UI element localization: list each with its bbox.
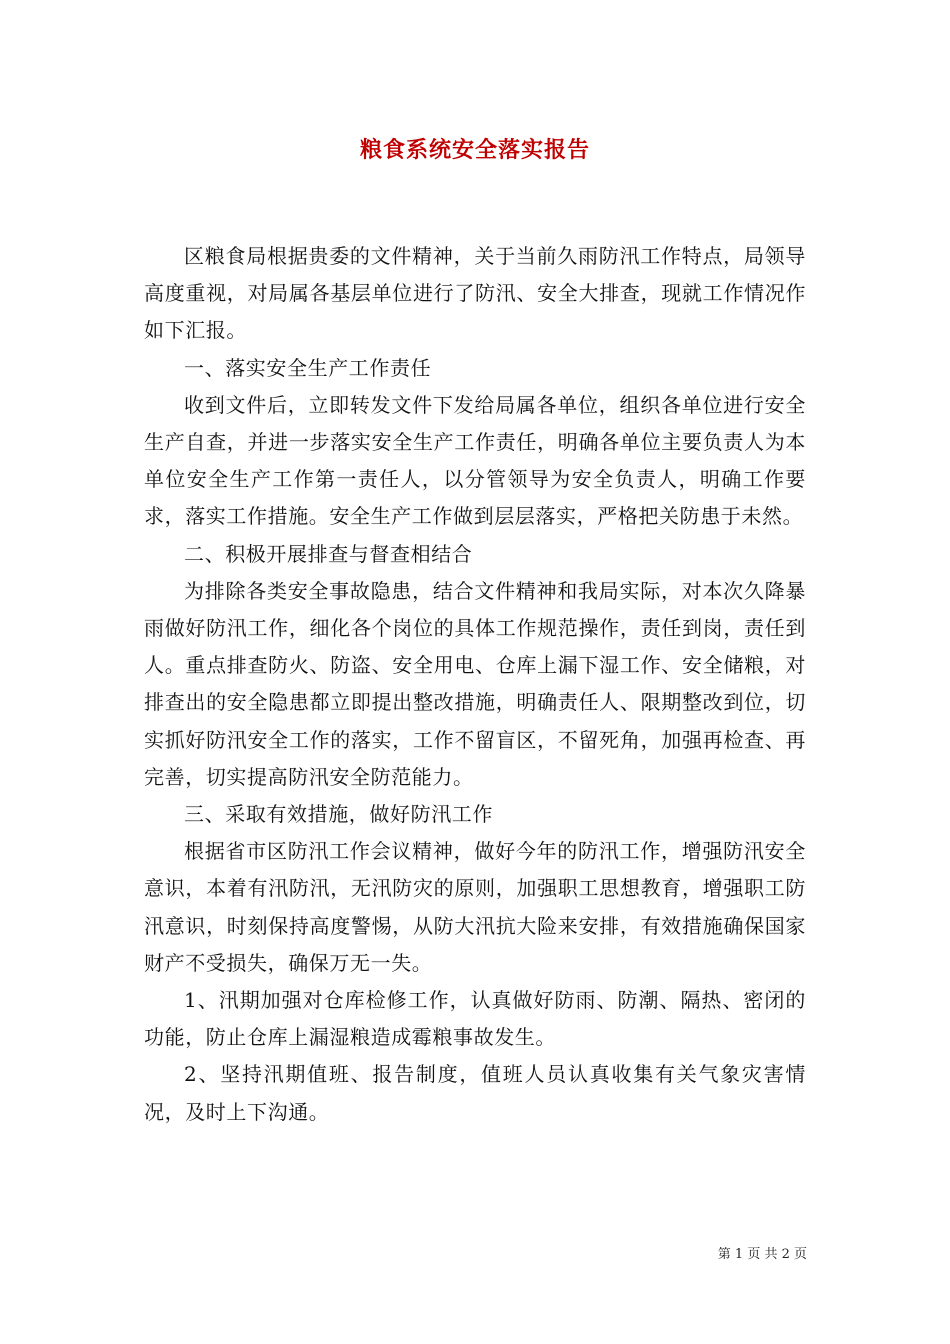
- section-3-paragraph: 根据省市区防汛工作会议精神，做好今年的防汛工作，增强防汛安全意识，本着有汛防汛，无汛防灾的原则，加强职工思想教育，增强职工防汛意识，时刻保持高度警惕，从防大汛抗大险来安排，有效措施确保国家财产不受损失，确保万无一失。: [144, 839, 806, 975]
- intro-paragraph: 区粮食局根据贵委的文件精神，关于当前久雨防汛工作特点，局领导高度重视，对局属各基层单位进行了防汛、安全大排查，现就工作情况作如下汇报。: [144, 244, 806, 343]
- document-title: 粮食系统安全落实报告: [359, 137, 590, 163]
- document-body: [144, 238, 806, 1131]
- section-1-paragraph: 收到文件后，立即转发文件下发给局属各单位，组织各单位进行安全生产自查，并进一步落实安全生产工作责任，明确各单位主要负责人为本单位安全生产工作第一责任人，以分管领导为安全负责人，明确工作要求，落实工作措施。安全生产工作做到层层落实，严格把关防患于未然。: [144, 392, 806, 529]
- page-number: 第 1 页 共 2 页: [717, 1247, 807, 1262]
- section-heading-3: 三、采取有效措施，做好防汛工作: [184, 802, 493, 827]
- list-item-2: 2、坚持汛期值班、报告制度，值班人员认真收集有关气象灾害情况，及时上下沟通。: [144, 1062, 806, 1124]
- section-heading-1: 一、落实安全生产工作责任: [184, 355, 432, 380]
- list-item-1: 1、汛期加强对仓库检修工作，认真做好防雨、防潮、隔热、密闭的功能，防止仓库上漏湿粮造成霉粮事故发生。: [144, 988, 806, 1050]
- section-heading-2: 二、积极开展排查与督查相结合: [184, 541, 473, 566]
- section-2-paragraph: 为排除各类安全事故隐患，结合文件精神和我局实际，对本次久降暴雨做好防汛工作，细化各个岗位的具体工作规范操作，责任到岗，责任到人。重点排查防火、防盗、安全用电、仓库上漏下湿工作、安全储粮，对排查出的安全隐患都立即提出整改措施，明确责任人、限期整改到位，切实抓好防汛安全工作的落实，工作不留盲区，不留死角，加强再检查、再完善，切实提高防汛安全防范能力。: [144, 578, 806, 789]
